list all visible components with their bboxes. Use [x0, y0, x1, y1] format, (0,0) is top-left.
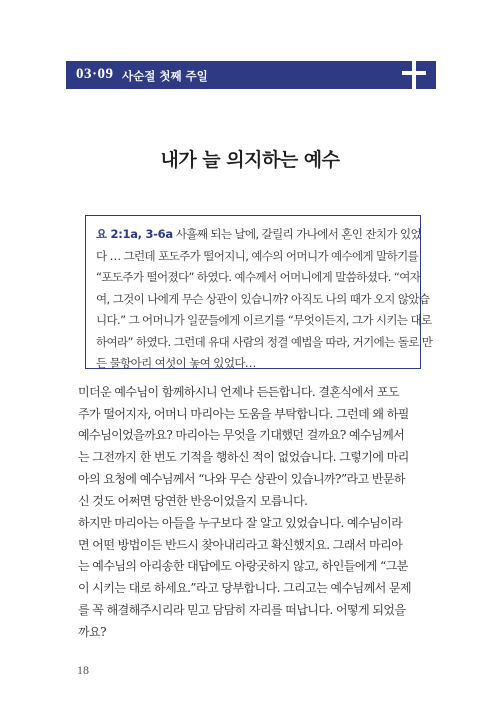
scripture-line: 하여라” 하였다. 그런데 유대 사람의 정결 예법을 따라, 거기에는 돌로 만 — [96, 334, 433, 349]
cross-icon — [392, 61, 436, 105]
page-title: 내가 늘 의지하는 예수 — [160, 149, 340, 171]
paragraph-line: 미더운 예수님이 함께하시니 언제나 든든합니다. 결혼식에서 포도 — [78, 385, 399, 399]
paragraph-line: 까요? — [78, 624, 106, 639]
paragraph-line: 는 그전까지 한 번도 기적을 행하신 적이 없었습니다. 그렇기에 마리 — [78, 450, 409, 465]
scripture-box — [85, 215, 433, 370]
chapter-header-bar — [66, 61, 436, 89]
paragraph-line: 하지만 마리아는 아들을 누구보다 잘 알고 있었습니다. 예수님이라 — [78, 516, 403, 530]
paragraph-line: 신 것도 어쩌면 당연한 반응이었을지 모릅니다. — [78, 493, 308, 508]
page-number: 18 — [77, 663, 89, 677]
paragraph-line: 이 시키는 대로 하세요.”라고 당부합니다. 그리고는 예수님께서 문제 — [78, 581, 412, 596]
header-date: 03·09 — [76, 66, 114, 82]
header-week-label: 사순절 첫째 주일 — [122, 69, 208, 83]
scripture-line: 여, 그것이 나에게 무슨 상관이 있습니까? 아직도 나의 때가 오지 않았습 — [96, 291, 430, 306]
paragraph-line: 는 예수님의 아리송한 대답에도 아랑곳하지 않고, 하인들에게 “그분 — [78, 559, 408, 574]
paragraph-line: 를 꼭 해결해주시리라 믿고 담담히 자리를 떠납니다. 어떻게 되었을 — [78, 602, 406, 617]
scripture-line — [96, 224, 421, 246]
paragraph-2 — [78, 513, 428, 643]
scripture-line: 니다.” 그 어머니가 일꾼들에게 이르기를 “무엇이든지, 그가 시키는 대로 — [96, 313, 432, 327]
paragraph-line: 면 어떤 방법이든 반드시 찾아내리라고 확신했지요. 그래서 마리아 — [78, 537, 403, 552]
scripture-line: 든 물항아리 여섯이 놓여 있었다… — [96, 356, 256, 370]
paragraph-line: 주가 떨어지자, 어머니 마리아는 도움을 부탁합니다. 그런데 왜 하필 — [78, 406, 409, 421]
paragraph-1 — [78, 382, 428, 512]
paragraph-line: 아의 요청에 예수님께서 “나와 무슨 상관이 있습니까?”라고 반문하 — [78, 471, 405, 486]
scripture-reference: 요 2:1a, 3-6a — [96, 227, 173, 241]
paragraph-line: 예수님이었을까요? 마리아는 무엇을 기대했던 걸까요? 예수님께서 — [78, 428, 405, 443]
scripture-line: 다 … 그런데 포도주가 떨어지니, 예수의 어머니가 예수에게 말하기를 — [96, 248, 419, 263]
scripture-first-line: 사흘째 되는 날에, 갈릴리 가나에서 혼인 잔치가 있었 — [172, 227, 421, 241]
scripture-line: “포도주가 떨어졌다” 하였다. 예수께서 어머니에게 말씀하셨다. “여자 — [96, 270, 421, 284]
